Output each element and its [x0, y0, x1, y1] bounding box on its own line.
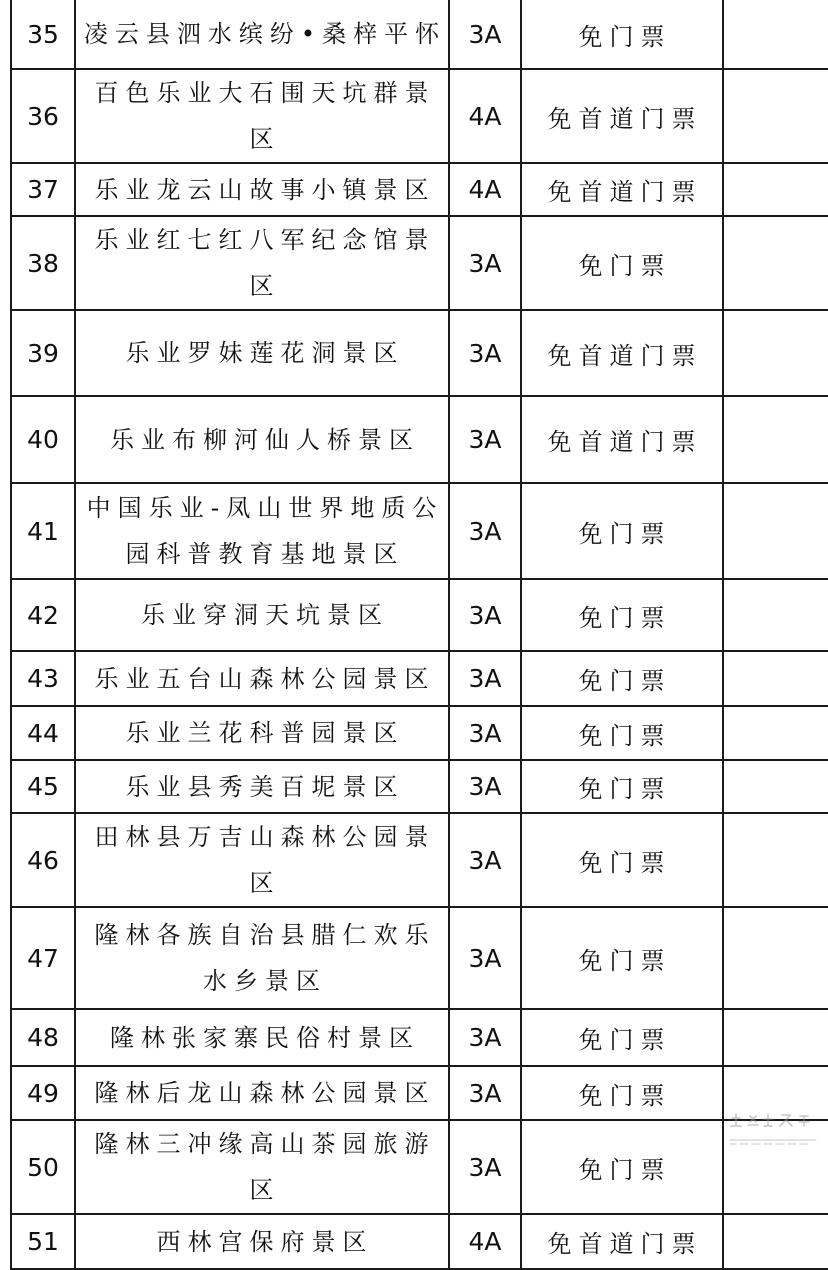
scenic-spot-name: 西林宫保府景区 — [75, 1214, 449, 1269]
scenic-spot-name: 中国乐业-凤山世界地质公园科普教育基地景区 — [75, 483, 449, 579]
ticket-policy: 免门票 — [521, 579, 723, 651]
scenic-spot-table — [10, 0, 828, 1270]
ticket-policy: 免门票 — [521, 706, 723, 760]
scenic-level: 3A — [449, 216, 521, 310]
row-number: 41 — [11, 483, 75, 579]
remark-cell — [723, 651, 828, 706]
remark-cell — [723, 579, 828, 651]
scenic-level: 3A — [449, 760, 521, 813]
scenic-spot-name: 乐业五台山森林公园景区 — [75, 651, 449, 706]
scenic-spot-name: 隆林各族自治县腊仁欢乐水乡景区 — [75, 907, 449, 1009]
scenic-level: 4A — [449, 163, 521, 216]
scenic-spot-name: 乐业穿洞天坑景区 — [75, 579, 449, 651]
scenic-level: 3A — [449, 483, 521, 579]
scenic-spot-name: 凌云县泗水缤纷•桑梓平怀 — [75, 0, 449, 69]
ticket-policy: 免门票 — [521, 1009, 723, 1066]
ticket-policy: 免门票 — [521, 0, 723, 69]
scenic-spot-name: 乐业县秀美百坭景区 — [75, 760, 449, 813]
remark-cell — [723, 760, 828, 813]
ticket-policy: 免门票 — [521, 216, 723, 310]
table-row — [11, 163, 828, 216]
remark-cell — [723, 396, 828, 483]
scenic-spot-name: 隆林后龙山森林公园景区 — [75, 1066, 449, 1120]
scenic-spot-name: 乐业龙云山故事小镇景区 — [75, 163, 449, 216]
scenic-spot-name: 百色乐业大石围天坑群景区 — [75, 69, 449, 163]
scenic-level: 3A — [449, 651, 521, 706]
remark-cell — [723, 0, 828, 69]
remark-cell — [723, 69, 828, 163]
ticket-policy: 免首道门票 — [521, 163, 723, 216]
watermark-logo — [726, 1110, 822, 1150]
scenic-spot-name: 田林县万吉山森林公园景区 — [75, 813, 449, 907]
ticket-policy: 免门票 — [521, 1066, 723, 1120]
row-number: 46 — [11, 813, 75, 907]
remark-cell — [723, 813, 828, 907]
row-number: 37 — [11, 163, 75, 216]
scenic-spot-name: 乐业罗妹莲花洞景区 — [75, 310, 449, 396]
remark-cell — [723, 483, 828, 579]
ticket-policy: 免门票 — [521, 907, 723, 1009]
row-number: 43 — [11, 651, 75, 706]
remark-cell — [723, 1009, 828, 1066]
row-number: 45 — [11, 760, 75, 813]
scenic-spot-name: 乐业红七红八军纪念馆景区 — [75, 216, 449, 310]
table-row — [11, 651, 828, 706]
watermark-glyph-icon — [726, 1110, 822, 1150]
row-number: 36 — [11, 69, 75, 163]
row-number: 35 — [11, 0, 75, 69]
scenic-spot-name: 隆林张家寨民俗村景区 — [75, 1009, 449, 1066]
table-row — [11, 483, 828, 579]
ticket-policy: 免门票 — [521, 760, 723, 813]
ticket-policy: 免首道门票 — [521, 396, 723, 483]
table-row — [11, 1009, 828, 1066]
scenic-level: 4A — [449, 69, 521, 163]
scenic-level: 3A — [449, 706, 521, 760]
table-row — [11, 907, 828, 1009]
row-number: 48 — [11, 1009, 75, 1066]
table-row — [11, 396, 828, 483]
remark-cell — [723, 907, 828, 1009]
ticket-policy: 免门票 — [521, 1120, 723, 1214]
scenic-spot-name: 乐业兰花科普园景区 — [75, 706, 449, 760]
scenic-level: 3A — [449, 1009, 521, 1066]
table-row — [11, 1066, 828, 1120]
table-row — [11, 1120, 828, 1214]
row-number: 51 — [11, 1214, 75, 1269]
remark-cell — [723, 163, 828, 216]
remark-cell — [723, 310, 828, 396]
table-row — [11, 813, 828, 907]
scenic-level: 3A — [449, 310, 521, 396]
scenic-level: 4A — [449, 1214, 521, 1269]
table-row — [11, 0, 828, 69]
remark-cell — [723, 706, 828, 760]
row-number: 47 — [11, 907, 75, 1009]
row-number: 40 — [11, 396, 75, 483]
ticket-policy: 免首道门票 — [521, 69, 723, 163]
row-number: 50 — [11, 1120, 75, 1214]
scenic-level: 3A — [449, 0, 521, 69]
remark-cell — [723, 1214, 828, 1269]
scenic-level: 3A — [449, 907, 521, 1009]
scenic-level: 3A — [449, 1120, 521, 1214]
scenic-level: 3A — [449, 396, 521, 483]
row-number: 42 — [11, 579, 75, 651]
row-number: 39 — [11, 310, 75, 396]
row-number: 44 — [11, 706, 75, 760]
scenic-level: 3A — [449, 579, 521, 651]
scenic-level: 3A — [449, 1066, 521, 1120]
table-row — [11, 579, 828, 651]
ticket-policy: 免首道门票 — [521, 1214, 723, 1269]
ticket-policy: 免首道门票 — [521, 310, 723, 396]
ticket-policy: 免门票 — [521, 651, 723, 706]
ticket-policy: 免门票 — [521, 483, 723, 579]
row-number: 49 — [11, 1066, 75, 1120]
table-row — [11, 760, 828, 813]
table-row — [11, 706, 828, 760]
scenic-spot-name: 隆林三冲缘高山茶园旅游区 — [75, 1120, 449, 1214]
scenic-level: 3A — [449, 813, 521, 907]
scenic-spot-name: 乐业布柳河仙人桥景区 — [75, 396, 449, 483]
row-number: 38 — [11, 216, 75, 310]
table-row — [11, 310, 828, 396]
remark-cell — [723, 216, 828, 310]
table-row — [11, 69, 828, 163]
table-row — [11, 216, 828, 310]
ticket-policy: 免门票 — [521, 813, 723, 907]
table-row — [11, 1214, 828, 1269]
